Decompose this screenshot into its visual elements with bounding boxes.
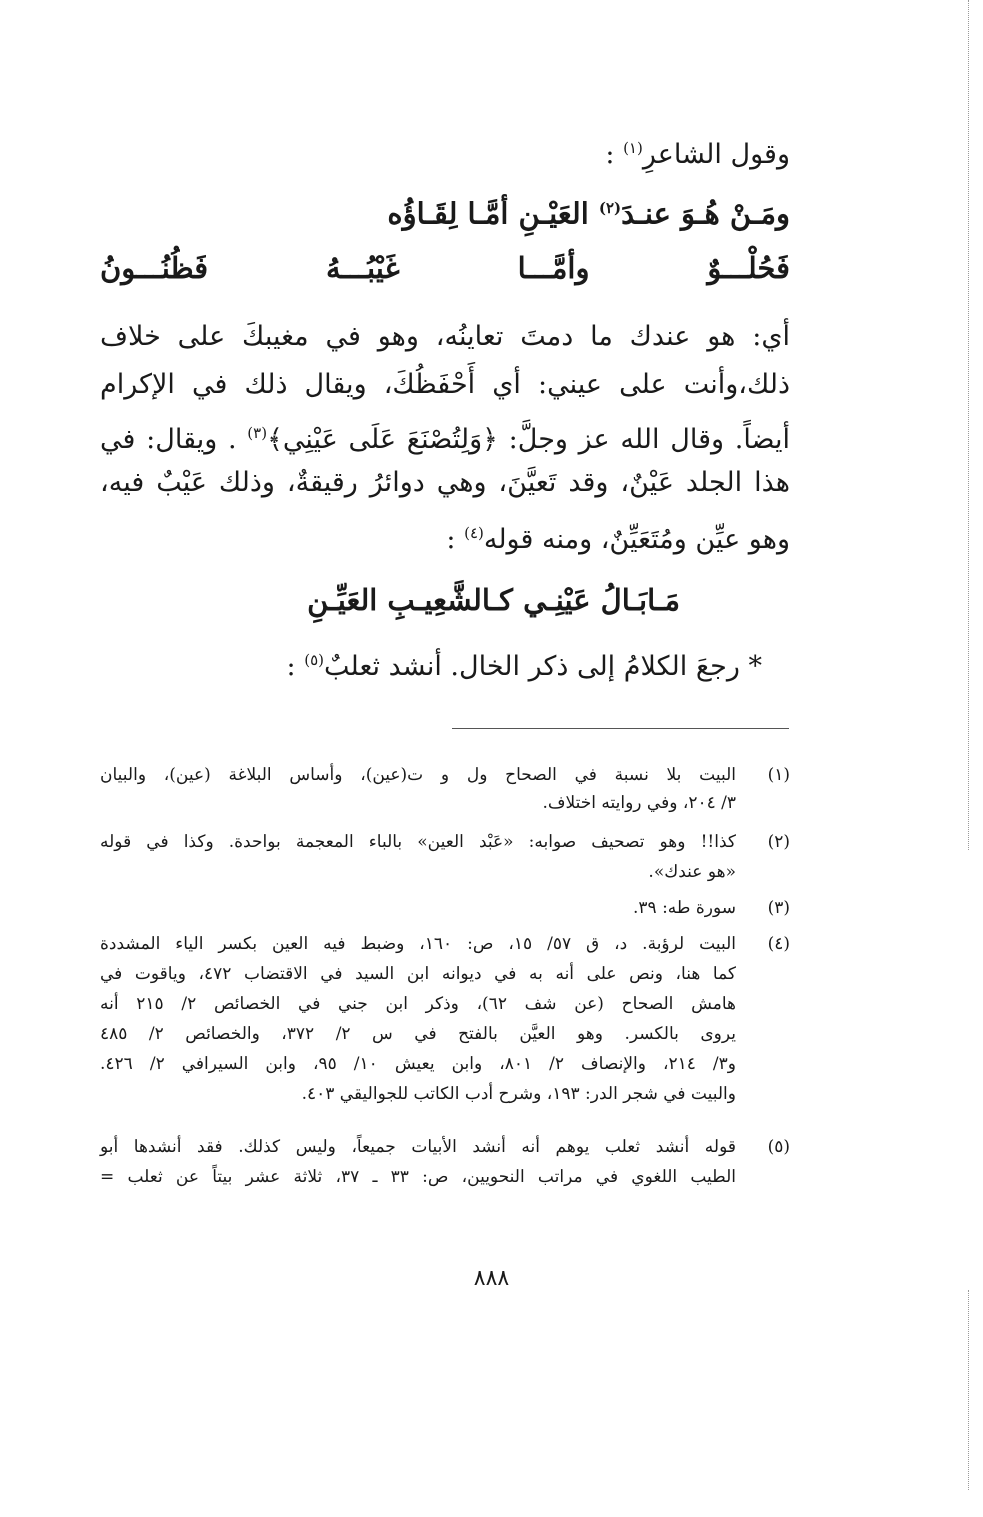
footnote-line: «هو عندك». [648, 862, 736, 882]
colon: : [605, 139, 615, 170]
verse-text: ومَـنْ هُـوَ عنـدَ [621, 196, 790, 231]
page-edge [967, 0, 969, 850]
footnote-number: (٤) [767, 934, 790, 954]
paragraph-line: هذا الجلد عَيْنٌ، وقد تَعيَّنَ، وهي دوائرُ رقيقةٌ، وذلك عَيْبٌ فيه، [100, 467, 790, 498]
verse-line-3: مَـابَـالُ عَيْنِـي كـالشَّعِيـبِ العَيِّـنِ [307, 583, 680, 617]
footnote-ref: (٢) [598, 199, 622, 217]
footnote-ref: (٣) [247, 424, 268, 442]
footnote-text: البيت لرؤبة. د، ق ٥٧/ ١٥، ص: ١٦٠، وضبط فيه العين بكسر الياء المشددة [100, 934, 736, 954]
footnote-number: (١) [767, 765, 790, 785]
footnote-number: (٥) [767, 1137, 790, 1157]
footnote-line: الطيب اللغوي في مراتب النحويين، ص: ٣٣ ـ ٣٧، ثلاثة عشر بيتاً عن ثعلب = [100, 1167, 737, 1187]
footnote-line: والبيت في شجر الدر: ١٩٣، وشرح أدب الكاتب للجواليقي ٤٠٣. [301, 1084, 736, 1104]
footnote-number: (٢) [767, 832, 790, 852]
footnote-ref: (٥) [304, 651, 324, 669]
footnote-ref: (١) [623, 139, 643, 157]
verse-line-2: فَحُلْـــوٌ وأمَّـــا غَيْبُـــهُ فَظُنُـــونُ [100, 251, 790, 285]
footnote-ref: (٤) [464, 524, 484, 542]
paragraph-line: أي: هو عندك ما دمتَ تعاينُه، وهو في مغيبكَ على خلاف [100, 321, 790, 352]
page-edge [967, 1290, 969, 1490]
footnote-text: قوله أنشد ثعلب يوهم أنه أنشد الأبيات جميعاً، وليس كذلك. فقد أنشدها أبو [100, 1137, 736, 1157]
footnote-line: كما هنا، ونص على أنه به في ديوانه ابن السيد في الاقتضاب ٤٧٢، وياقوت في [100, 964, 737, 984]
footnote-line: يروى بالكسر. وهو العيَّن بالفتح في س ٢/ ٣٧٢، والخصائص ٢/ ٤٨٥ [100, 1024, 736, 1044]
paragraph-text: . ويقال: في [100, 424, 237, 455]
footnote-text: كذا!! وهو تصحيف صوابه: «عَبْد العين» بالباء المعجمة بواحدة. وكذا في قوله [100, 832, 736, 852]
footnote-text: سورة طه: ٣٩. [633, 898, 736, 918]
paragraph-text: أيضاً. وقال الله عز وجلَّ: ﴿وَلِتُصْنَعَ عَلَى عَيْنِي﴾ [267, 424, 790, 455]
intro-text: وقول الشاعرِ [642, 139, 790, 170]
paragraph-line [100, 413, 790, 460]
paragraph-line: ذلك،وأنت على عيني: أي أَحْفَظُكَ، ويقال ذلك في الإكرام [100, 369, 790, 400]
verse-text: العَيْـنِ أمَّـا لِقَـاؤُه [387, 196, 589, 231]
paragraph-line [287, 640, 762, 687]
footnote-line: هامش الصحاح (عن شف ٦٢)، وذكر ابن جني في الخصائص ٢/ ٢١٥ أنه [100, 994, 736, 1014]
footnote-separator [452, 728, 789, 729]
verse-line-1 [387, 188, 790, 234]
paragraph-text: * رجعَ الكلامُ إلى ذكر الخال. أنشد ثعلبٌ [324, 651, 762, 682]
footnote-number: (٣) [767, 898, 790, 918]
intro-line [605, 128, 790, 175]
paragraph-line [446, 513, 790, 560]
footnote-line: ٣/ ٢٠٤، وفي روايته اختلاف. [542, 793, 736, 813]
page-number: ٨٨٨ [473, 1266, 510, 1291]
paragraph-text: وهو عيِّن ومُتَعَيِّنٌ، ومنه قوله [483, 524, 790, 555]
footnote-line: و٣/ ٢١٤، والإنصاف ٢/ ٨٠١، وابن يعيش ١٠/ ٩٥، وابن السيرافي ٢/ ٤٢٦. [100, 1054, 737, 1074]
footnote-text: البيت بلا نسبة في الصحاح ول و ت(عين)، وأساس البلاغة (عين)، والبيان [100, 765, 736, 785]
colon: : [446, 524, 456, 555]
colon: : [286, 651, 296, 682]
